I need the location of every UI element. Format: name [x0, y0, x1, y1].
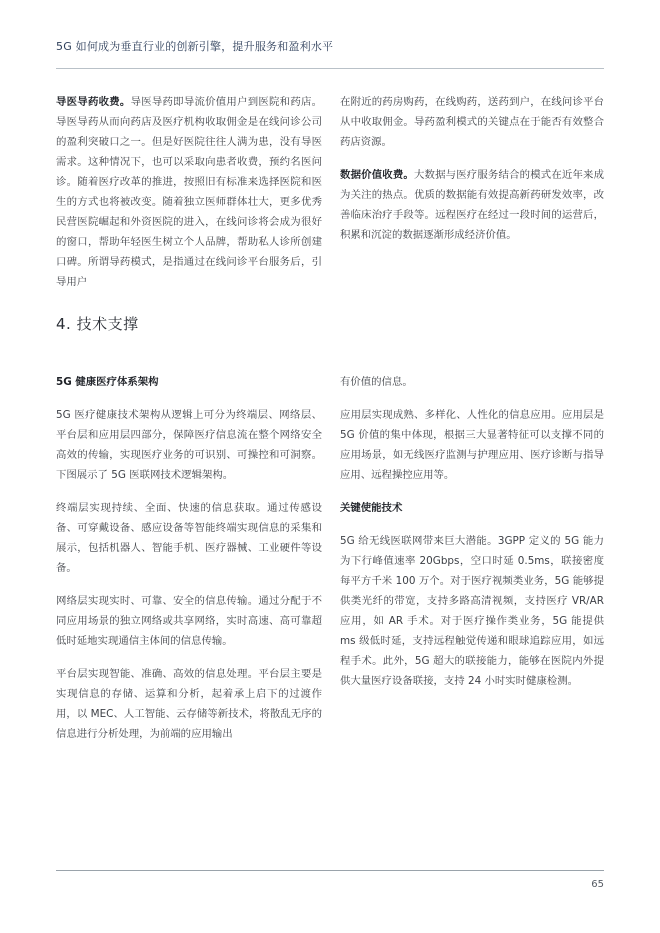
lead-data-value-fee: 数据价值收费。: [340, 169, 414, 181]
top-right-column: [340, 92, 604, 258]
paragraph-network-layer: 网络层实现实时、可靠、安全的信息传输。通过分配于不同应用场景的独立网络或共享网络，实时高速、高可靠超低时延地实现通信主体间的信息传输。: [56, 595, 322, 647]
header-divider: [56, 68, 604, 69]
paragraph-application-layer: 应用层实现成熟、多样化、人性化的信息应用。应用层是 5G 价值的集中体现，根据三大显著特征可以支撑不同的应用场景，如无线医疗监测与护理应用、医疗诊断与指导应用、远程操控应用等。: [340, 409, 604, 481]
paragraph-key-tech: 5G 给无线医联网带来巨大潜能。3GPP 定义的 5G 能力为下行峰值速率 20Gbps，空口时延 0.5ms，联接密度每平方千米 100 万个。对于医疗视频类业务，5G 能够提供类光纤的带宽，支持多路高清视频，支持医疗 VR/AR 应用，如 AR 手术。对于医疗操作类业务，5G 能提供 ms 级低时延，支持远程触觉传递和眼球追踪应用，如远程手术。此外，5G 超大的联接能力，能够在医院内外提供大量医疗设备联接，支持 24 小时实时健康检测。: [340, 535, 604, 687]
paragraph-data-value-fee: [340, 165, 604, 245]
paragraph-architecture: 5G 医疗健康技术架构从逻辑上可分为终端层、网络层、平台层和应用层四部分，保障医疗信息流在整个网络安全高效的传输，实现医疗业务的可识别、可操控和可洞察。下图展示了 5G 医联网技术逻辑架构。: [56, 409, 322, 481]
text-guide-fee: 导医导药即导流价值用户到医院和药店。导医导药从而向药店及医疗机构收取佣金是在线问诊公司的盈利突破口之一。但是好医院往往人满为患，没有导医需求。这种情况下，也可以采取向患者收费，预约名医问诊。随着医疗改革的推进，按照旧有标准来选择医院和医生的方式也将被改变。随着独立医师群体壮大，更多优秀民营医院崛起和外资医院的进入，在线问诊将会成为很好的窗口，帮助年轻医生树立个人品牌，帮助私人诊所创建口碑。所谓导药模式，是指通过在线问诊平台服务后，引导用户: [56, 96, 323, 288]
paragraph-guide-fee: [56, 92, 322, 292]
lead-guide-fee: 导医导药收费。: [56, 96, 131, 108]
section-heading: 4. 技术支撑: [56, 315, 139, 333]
bottom-left-column: [56, 372, 322, 757]
bottom-right-column: [340, 372, 604, 704]
paragraph-platform-layer: 平台层实现智能、准确、高效的信息处理。平台层主要是实现信息的存储、运算和分析，起着承上启下的过渡作用，以 MEC、人工智能、云存储等新技术，将散乱无序的信息进行分析处理，为前端的应用输出: [56, 668, 322, 740]
subheading-architecture: 5G 健康医疗体系架构: [56, 376, 159, 388]
page-number: 65: [591, 879, 604, 890]
running-header: 5G 如何成为垂直行业的创新引擎，提升服务和盈利水平: [56, 40, 334, 53]
paragraph-guide-fee-continued: 在附近的药房购药，在线购药，送药到户，在线问诊平台从中收取佣金。导药盈利模式的关键点在于能否有效整合药店资源。: [340, 96, 604, 148]
subheading-key-tech: 关键使能技术: [340, 502, 403, 514]
text-data-value-fee: 大数据与医疗服务结合的模式在近年来成为关注的热点。优质的数据能有效提高新药研发效率，改善临床治疗手段等。远程医疗在经过一段时间的运营后，积累和沉淀的数据逐渐形成经济价值。: [340, 169, 604, 241]
paragraph-terminal-layer: 终端层实现持续、全面、快速的信息获取。通过传感设备、可穿戴设备、感应设备等智能终端实现信息的采集和展示，包括机器人、智能手机、医疗器械、工业硬件等设备。: [56, 502, 322, 574]
top-left-column: [56, 92, 322, 305]
paragraph-platform-continued: 有价值的信息。: [340, 376, 413, 388]
footer-divider: [56, 870, 604, 871]
